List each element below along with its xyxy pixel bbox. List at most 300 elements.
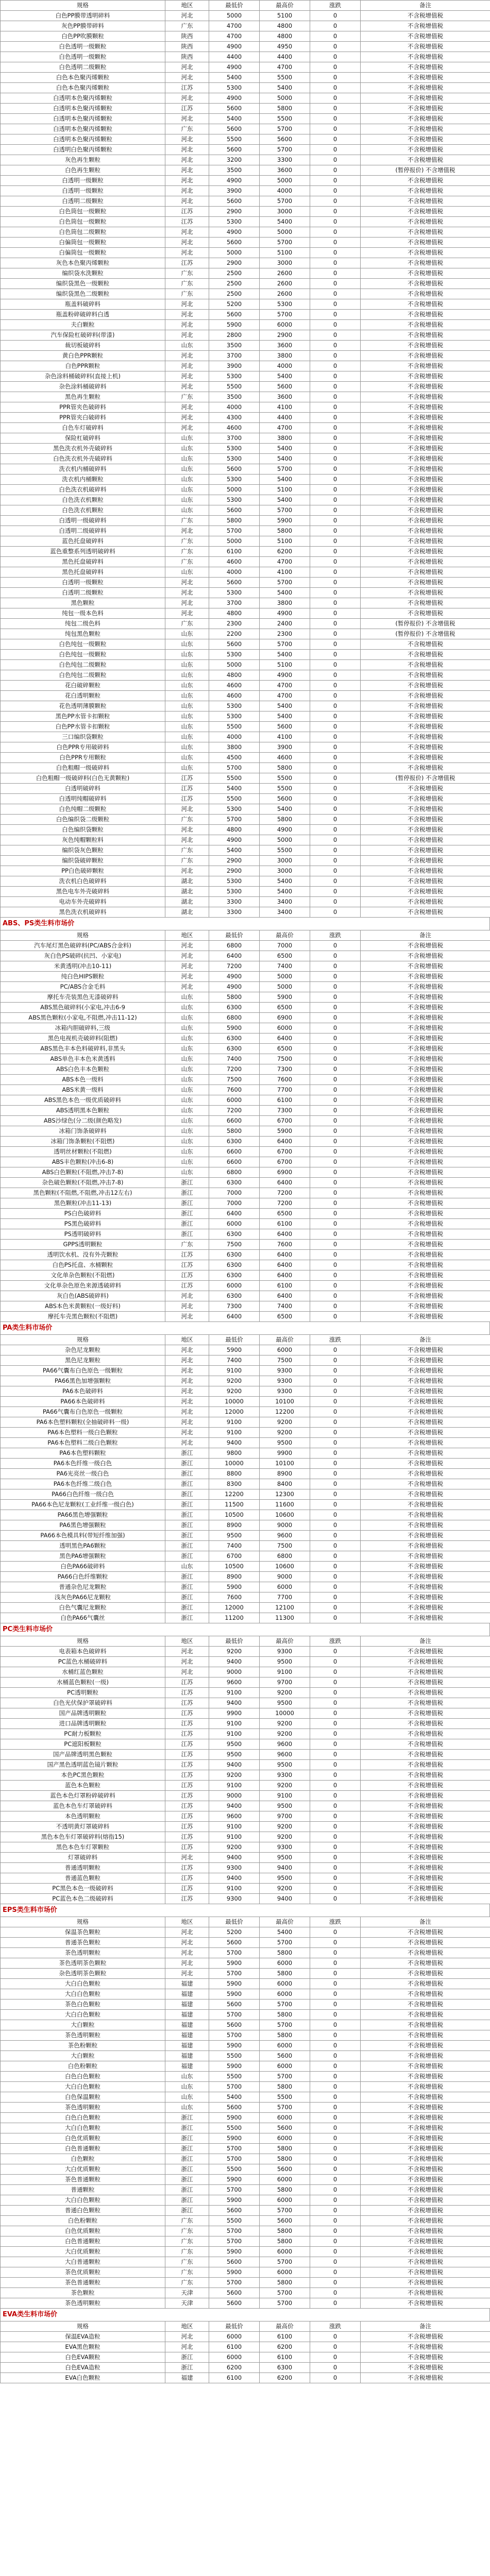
cell-note: 不含税增值税 bbox=[361, 433, 490, 444]
cell-note: 不含税增值税 bbox=[361, 1500, 490, 1510]
cell-note: 不含税增值税 bbox=[361, 310, 490, 320]
cell-change: 0 bbox=[310, 1301, 361, 1312]
cell-region: 河北 bbox=[165, 176, 209, 186]
cell-spec: 黑色颗粒(不阻燃,不阻燃,冲击12左右) bbox=[1, 1188, 165, 1198]
cell-low-price: 5900 bbox=[209, 2061, 260, 2072]
cell-high-price: 5600 bbox=[260, 2123, 310, 2133]
table-row bbox=[1, 1188, 490, 1198]
cell-high-price: 2600 bbox=[260, 289, 310, 299]
table-row bbox=[1, 1281, 490, 1291]
cell-note: 不含税增值税 bbox=[361, 1811, 490, 1822]
header-row bbox=[1, 1335, 490, 1345]
cell-high-price: 2400 bbox=[260, 619, 310, 629]
table-row bbox=[1, 1044, 490, 1054]
cell-region: 福建 bbox=[165, 1999, 209, 2010]
cell-high-price: 5800 bbox=[260, 2144, 310, 2154]
cell-low-price: 5700 bbox=[209, 815, 260, 825]
column-header-change: 涨跌 bbox=[310, 1917, 361, 1927]
cell-high-price: 6000 bbox=[260, 2195, 310, 2206]
table-row bbox=[1, 2154, 490, 2164]
cell-note: 不含税增值税 bbox=[361, 134, 490, 145]
cell-spec: 白色白色颗粒 bbox=[1, 2113, 165, 2123]
cell-low-price: 4900 bbox=[209, 972, 260, 982]
cell-change: 0 bbox=[310, 856, 361, 866]
cell-high-price: 5400 bbox=[260, 711, 310, 722]
cell-note: 不含税增值税 bbox=[361, 1708, 490, 1719]
cell-region: 浙江 bbox=[165, 2113, 209, 2123]
cell-note: 不含税增值税 bbox=[361, 2195, 490, 2206]
cell-change: 0 bbox=[310, 1054, 361, 1064]
cell-change: 0 bbox=[310, 1657, 361, 1667]
table-row bbox=[1, 186, 490, 196]
cell-region: 山东 bbox=[165, 1013, 209, 1023]
cell-high-price: 6400 bbox=[260, 1137, 310, 1147]
cell-change: 0 bbox=[310, 1386, 361, 1397]
cell-note: 不含税增值税 bbox=[361, 547, 490, 557]
cell-spec: ABS黑色破碎料(小家电,冲击6-9 bbox=[1, 1003, 165, 1013]
cell-note: 不含税增值税 bbox=[361, 238, 490, 248]
cell-spec: 白色普通颗粒 bbox=[1, 2236, 165, 2247]
cell-spec: 蓝色本色灯罩粉碎破碎料 bbox=[1, 1791, 165, 1801]
cell-change: 0 bbox=[310, 1708, 361, 1719]
cell-change: 0 bbox=[310, 2267, 361, 2278]
cell-spec: 白透明本色聚丙烯颗粒 bbox=[1, 104, 165, 114]
cell-region: 江苏 bbox=[165, 1863, 209, 1873]
cell-spec: PS透明破碎料 bbox=[1, 1229, 165, 1240]
cell-region: 浙江 bbox=[165, 1613, 209, 1623]
table-row bbox=[1, 505, 490, 516]
cell-note: 不含税增值税 bbox=[361, 1562, 490, 1572]
cell-spec: 透明丝材颗粒(不阻燃) bbox=[1, 1147, 165, 1157]
cell-change: 0 bbox=[310, 2363, 361, 2373]
cell-region: 广东 bbox=[165, 392, 209, 402]
table-row bbox=[1, 835, 490, 845]
table-row bbox=[1, 11, 490, 21]
cell-region: 河北 bbox=[165, 1417, 209, 1428]
table-row bbox=[1, 1064, 490, 1075]
cell-region: 湖北 bbox=[165, 876, 209, 887]
column-header-change: 涨跌 bbox=[310, 2321, 361, 2332]
header-row bbox=[1, 1, 490, 11]
cell-low-price: 9200 bbox=[209, 1376, 260, 1386]
cell-change: 0 bbox=[310, 186, 361, 196]
column-header-region: 地区 bbox=[165, 930, 209, 941]
section-title: PA类生料市场价 bbox=[0, 1322, 490, 1334]
cell-region: 江苏 bbox=[165, 1801, 209, 1811]
price-table bbox=[0, 1636, 490, 1904]
cell-high-price: 5700 bbox=[260, 124, 310, 134]
cell-note: 不含税增值税 bbox=[361, 1677, 490, 1688]
cell-high-price: 6300 bbox=[260, 2363, 310, 2373]
cell-note: 不含税增值税 bbox=[361, 1842, 490, 1853]
cell-high-price: 6500 bbox=[260, 1044, 310, 1054]
cell-change: 0 bbox=[310, 1209, 361, 1219]
cell-high-price: 6000 bbox=[260, 2133, 310, 2144]
cell-low-price: 6700 bbox=[209, 1551, 260, 1562]
cell-change: 0 bbox=[310, 835, 361, 845]
cell-region: 广东 bbox=[165, 815, 209, 825]
table-row bbox=[1, 722, 490, 732]
cell-note: 不含税增值税 bbox=[361, 1531, 490, 1541]
table-row bbox=[1, 289, 490, 299]
cell-region: 山东 bbox=[165, 485, 209, 495]
cell-spec: 大白优质颗粒 bbox=[1, 2247, 165, 2257]
cell-note: 不含税增值税 bbox=[361, 866, 490, 876]
cell-change: 0 bbox=[310, 907, 361, 918]
cell-change: 0 bbox=[310, 1469, 361, 1479]
table-row bbox=[1, 866, 490, 876]
cell-change: 0 bbox=[310, 1376, 361, 1386]
cell-low-price: 5000 bbox=[209, 660, 260, 670]
cell-high-price: 5800 bbox=[260, 526, 310, 536]
cell-region: 山东 bbox=[165, 753, 209, 763]
cell-spec: 花白透明颗粒 bbox=[1, 691, 165, 701]
cell-note: 不含税增值税 bbox=[361, 423, 490, 433]
cell-low-price: 9400 bbox=[209, 1657, 260, 1667]
table-row bbox=[1, 1969, 490, 1979]
cell-region: 山东 bbox=[165, 629, 209, 639]
table-row bbox=[1, 31, 490, 42]
cell-spec: PA66本色破碎料 bbox=[1, 1397, 165, 1407]
table-row bbox=[1, 1270, 490, 1281]
cell-high-price: 5700 bbox=[260, 2257, 310, 2267]
cell-change: 0 bbox=[310, 1770, 361, 1781]
cell-low-price: 5600 bbox=[209, 1938, 260, 1948]
cell-change: 0 bbox=[310, 1116, 361, 1126]
cell-note: 不含税增值税 bbox=[361, 1054, 490, 1064]
cell-change: 0 bbox=[310, 2373, 361, 2383]
cell-low-price: 5900 bbox=[209, 2113, 260, 2123]
table-row bbox=[1, 155, 490, 165]
table-row bbox=[1, 382, 490, 392]
cell-change: 0 bbox=[310, 1095, 361, 1106]
cell-note: 不含税增值税 bbox=[361, 784, 490, 794]
cell-change: 0 bbox=[310, 196, 361, 207]
table-row bbox=[1, 1438, 490, 1448]
cell-low-price: 5500 bbox=[209, 2216, 260, 2226]
cell-region: 广东 bbox=[165, 2267, 209, 2278]
table-row bbox=[1, 701, 490, 711]
cell-high-price: 5000 bbox=[260, 982, 310, 992]
cell-change: 0 bbox=[310, 1013, 361, 1023]
cell-note: 不含税增值税 bbox=[361, 1116, 490, 1126]
cell-change: 0 bbox=[310, 1979, 361, 1989]
table-header bbox=[1, 930, 490, 941]
cell-note: 不含税增值税 bbox=[361, 887, 490, 897]
cell-spec: 灰白色PS破碎(抗凹、小家电) bbox=[1, 951, 165, 961]
cell-high-price: 7500 bbox=[260, 1355, 310, 1366]
cell-change: 0 bbox=[310, 1270, 361, 1281]
cell-region: 江苏 bbox=[165, 1760, 209, 1770]
cell-low-price: 4400 bbox=[209, 52, 260, 62]
cell-region: 河北 bbox=[165, 361, 209, 371]
cell-low-price: 5700 bbox=[209, 2144, 260, 2154]
cell-region: 河北 bbox=[165, 1386, 209, 1397]
cell-spec: ABS透明黑本色颗粒 bbox=[1, 1106, 165, 1116]
cell-spec: 普通透明颗粒 bbox=[1, 1863, 165, 1873]
table-row bbox=[1, 1667, 490, 1677]
cell-high-price: 7400 bbox=[260, 961, 310, 972]
table-row bbox=[1, 982, 490, 992]
cell-change: 0 bbox=[310, 341, 361, 351]
cell-low-price: 5000 bbox=[209, 11, 260, 21]
cell-region: 江苏 bbox=[165, 1260, 209, 1270]
table-row bbox=[1, 1811, 490, 1822]
cell-change: 0 bbox=[310, 2216, 361, 2226]
cell-region: 山东 bbox=[165, 1054, 209, 1064]
cell-high-price: 4800 bbox=[260, 31, 310, 42]
cell-low-price: 4900 bbox=[209, 176, 260, 186]
column-header-note: 备注 bbox=[361, 2321, 490, 2332]
cell-note: 不含税增值税 bbox=[361, 1188, 490, 1198]
cell-region: 山东 bbox=[165, 2072, 209, 2082]
cell-region: 河北 bbox=[165, 1948, 209, 1958]
cell-low-price: 9100 bbox=[209, 1822, 260, 1832]
cell-region: 河北 bbox=[165, 1407, 209, 1417]
table-row bbox=[1, 351, 490, 361]
table-row bbox=[1, 444, 490, 454]
cell-high-price: 5500 bbox=[260, 773, 310, 784]
cell-note: 不含税增值税 bbox=[361, 505, 490, 516]
cell-high-price: 4400 bbox=[260, 413, 310, 423]
cell-note: 不含税增值税 bbox=[361, 1345, 490, 1355]
cell-spec: 纯包一级本色料 bbox=[1, 608, 165, 619]
table-header bbox=[1, 1917, 490, 1927]
cell-low-price: 9100 bbox=[209, 1428, 260, 1438]
cell-spec: 白透明二级颗粒 bbox=[1, 196, 165, 207]
cell-region: 河北 bbox=[165, 1647, 209, 1657]
cell-spec: 白透明一级破碎料 bbox=[1, 516, 165, 526]
cell-region: 河北 bbox=[165, 73, 209, 83]
cell-note: 不含税增值税 bbox=[361, 1428, 490, 1438]
cell-low-price: 10500 bbox=[209, 1510, 260, 1520]
cell-high-price: 9000 bbox=[260, 1520, 310, 1531]
cell-note: 不含税增值税 bbox=[361, 1033, 490, 1044]
table-row bbox=[1, 1677, 490, 1688]
cell-change: 0 bbox=[310, 2288, 361, 2298]
cell-note: 不含税增值税 bbox=[361, 2133, 490, 2144]
cell-spec: 编织袋破碎颗粒 bbox=[1, 856, 165, 866]
cell-high-price: 6000 bbox=[260, 2267, 310, 2278]
cell-change: 0 bbox=[310, 1791, 361, 1801]
cell-change: 0 bbox=[310, 1938, 361, 1948]
cell-high-price: 4700 bbox=[260, 557, 310, 567]
cell-spec: PPR管夹色破碎料 bbox=[1, 402, 165, 413]
cell-low-price: 6600 bbox=[209, 1157, 260, 1167]
cell-region: 湖北 bbox=[165, 907, 209, 918]
cell-spec: 白透明二级破碎料 bbox=[1, 526, 165, 536]
cell-change: 0 bbox=[310, 1863, 361, 1873]
cell-high-price: 6400 bbox=[260, 1033, 310, 1044]
cell-low-price: 5300 bbox=[209, 217, 260, 227]
cell-spec: 文化单杂色原色来源透破碎料 bbox=[1, 1281, 165, 1291]
cell-high-price: 9200 bbox=[260, 1832, 310, 1842]
cell-change: 0 bbox=[310, 1229, 361, 1240]
cell-note: 不含税增值税 bbox=[361, 681, 490, 691]
cell-spec: 花白破碎颗粒 bbox=[1, 681, 165, 691]
cell-change: 0 bbox=[310, 2164, 361, 2175]
cell-low-price: 11500 bbox=[209, 1500, 260, 1510]
cell-region: 河北 bbox=[165, 588, 209, 598]
table-row bbox=[1, 1469, 490, 1479]
cell-change: 0 bbox=[310, 93, 361, 104]
column-header-high: 最高价 bbox=[260, 1636, 310, 1647]
cell-high-price: 9100 bbox=[260, 1667, 310, 1677]
cell-high-price: 5900 bbox=[260, 992, 310, 1003]
cell-low-price: 5600 bbox=[209, 2257, 260, 2267]
cell-high-price: 5800 bbox=[260, 1969, 310, 1979]
cell-change: 0 bbox=[310, 423, 361, 433]
cell-high-price: 5900 bbox=[260, 1126, 310, 1137]
cell-spec: 黑色电车外壳破碎料 bbox=[1, 887, 165, 897]
table-row bbox=[1, 217, 490, 227]
table-row bbox=[1, 536, 490, 547]
cell-low-price: 4700 bbox=[209, 21, 260, 31]
cell-change: 0 bbox=[310, 1366, 361, 1376]
cell-note: 不含税增值税 bbox=[361, 639, 490, 650]
cell-change: 0 bbox=[310, 1167, 361, 1178]
cell-high-price: 6000 bbox=[260, 2175, 310, 2185]
table-header bbox=[1, 1636, 490, 1647]
cell-high-price: 6200 bbox=[260, 547, 310, 557]
cell-low-price: 6300 bbox=[209, 1178, 260, 1188]
cell-spec: 灰色再生颗粒 bbox=[1, 155, 165, 165]
cell-change: 0 bbox=[310, 1688, 361, 1698]
cell-low-price: 5400 bbox=[209, 73, 260, 83]
cell-change: 0 bbox=[310, 2195, 361, 2206]
cell-low-price: 8300 bbox=[209, 1479, 260, 1489]
cell-note: 不含税增值税 bbox=[361, 1927, 490, 1938]
cell-note: 不含税增值税 bbox=[361, 1719, 490, 1729]
cell-region: 河北 bbox=[165, 413, 209, 423]
table-row bbox=[1, 2164, 490, 2175]
cell-region: 河北 bbox=[165, 1345, 209, 1355]
cell-high-price: 5100 bbox=[260, 536, 310, 547]
cell-change: 0 bbox=[310, 961, 361, 972]
cell-region: 福建 bbox=[165, 2020, 209, 2030]
cell-high-price: 2900 bbox=[260, 330, 310, 341]
cell-region: 浙江 bbox=[165, 1459, 209, 1469]
table-row bbox=[1, 1126, 490, 1137]
cell-region: 天津 bbox=[165, 2298, 209, 2309]
cell-low-price: 5300 bbox=[209, 474, 260, 485]
cell-spec: GPPS透明颗粒 bbox=[1, 1240, 165, 1250]
cell-note: 不含税增值税 bbox=[361, 1407, 490, 1417]
table-row bbox=[1, 413, 490, 423]
cell-change: 0 bbox=[310, 176, 361, 186]
table-row bbox=[1, 2123, 490, 2133]
cell-high-price: 5700 bbox=[260, 2206, 310, 2216]
cell-spec: 茶色透明颗粒 bbox=[1, 1948, 165, 1958]
cell-change: 0 bbox=[310, 134, 361, 145]
cell-low-price: 6100 bbox=[209, 2342, 260, 2352]
cell-low-price: 4800 bbox=[209, 825, 260, 835]
cell-low-price: 9100 bbox=[209, 1884, 260, 1894]
cell-note: 不含税增值税 bbox=[361, 2061, 490, 2072]
cell-spec: ABS米黄一级料 bbox=[1, 1085, 165, 1095]
cell-note: 不含税增值税 bbox=[361, 1260, 490, 1270]
cell-region: 山东 bbox=[165, 1023, 209, 1033]
cell-change: 0 bbox=[310, 1428, 361, 1438]
cell-note: (暂停报价) 不含增值税 bbox=[361, 629, 490, 639]
cell-note: 不含税增值税 bbox=[361, 1510, 490, 1520]
table-row bbox=[1, 207, 490, 217]
cell-high-price: 5400 bbox=[260, 876, 310, 887]
cell-high-price: 8900 bbox=[260, 1469, 310, 1479]
cell-change: 0 bbox=[310, 773, 361, 784]
table-row bbox=[1, 248, 490, 258]
cell-high-price: 5800 bbox=[260, 763, 310, 773]
table-row bbox=[1, 2373, 490, 2383]
table-row bbox=[1, 1657, 490, 1667]
cell-high-price: 3000 bbox=[260, 207, 310, 217]
cell-high-price: 5000 bbox=[260, 835, 310, 845]
table-row bbox=[1, 1873, 490, 1884]
cell-spec: 白色洗衣机颗粒 bbox=[1, 505, 165, 516]
cell-change: 0 bbox=[310, 268, 361, 279]
cell-region: 河北 bbox=[165, 238, 209, 248]
cell-change: 0 bbox=[310, 238, 361, 248]
cell-low-price: 7200 bbox=[209, 961, 260, 972]
cell-high-price: 4100 bbox=[260, 402, 310, 413]
cell-change: 0 bbox=[310, 897, 361, 907]
cell-low-price: 9100 bbox=[209, 1366, 260, 1376]
cell-high-price: 9500 bbox=[260, 1698, 310, 1708]
cell-high-price: 5800 bbox=[260, 2236, 310, 2247]
cell-low-price: 2200 bbox=[209, 629, 260, 639]
cell-note: 不含税增值税 bbox=[361, 2236, 490, 2247]
cell-change: 0 bbox=[310, 42, 361, 52]
cell-low-price: 8900 bbox=[209, 1520, 260, 1531]
cell-high-price: 3800 bbox=[260, 598, 310, 608]
cell-region: 山东 bbox=[165, 711, 209, 722]
cell-note: 不含税增值税 bbox=[361, 794, 490, 804]
table-body bbox=[1, 1345, 490, 1623]
cell-spec: 白透明本色聚丙烯颗粒 bbox=[1, 124, 165, 134]
cell-note: 不含税增值税 bbox=[361, 1157, 490, 1167]
cell-spec: 白色透明二级颗粒 bbox=[1, 62, 165, 73]
cell-region: 河北 bbox=[165, 1291, 209, 1301]
cell-spec: 浅灰色PA66尼龙颗粒 bbox=[1, 1592, 165, 1603]
cell-note: 不含税增值税 bbox=[361, 464, 490, 474]
cell-note: 不含税增值税 bbox=[361, 1147, 490, 1157]
table-row bbox=[1, 2082, 490, 2092]
cell-region: 天津 bbox=[165, 2288, 209, 2298]
cell-region: 江苏 bbox=[165, 83, 209, 93]
cell-high-price: 5700 bbox=[260, 145, 310, 155]
cell-note: 不含税增值税 bbox=[361, 670, 490, 681]
cell-spec: PC遮阳板颗粒 bbox=[1, 1739, 165, 1750]
column-header-note: 备注 bbox=[361, 1917, 490, 1927]
cell-low-price: 5300 bbox=[209, 83, 260, 93]
cell-region: 河北 bbox=[165, 248, 209, 258]
section-title: ABS、PS类生料市场价 bbox=[0, 918, 490, 930]
cell-change: 0 bbox=[310, 1417, 361, 1428]
cell-region: 福建 bbox=[165, 1979, 209, 1989]
cell-region: 湖北 bbox=[165, 887, 209, 897]
cell-note: 不含税增值税 bbox=[361, 2020, 490, 2030]
cell-region: 山东 bbox=[165, 1075, 209, 1085]
cell-low-price: 9400 bbox=[209, 1760, 260, 1770]
cell-low-price: 3700 bbox=[209, 598, 260, 608]
cell-spec: 茶色透明颗粒 bbox=[1, 2103, 165, 2113]
table-body bbox=[1, 1927, 490, 2309]
cell-note: 不含税增值税 bbox=[361, 1760, 490, 1770]
cell-high-price: 6000 bbox=[260, 1979, 310, 1989]
cell-note: 不含税增值税 bbox=[361, 1198, 490, 1209]
cell-region: 广东 bbox=[165, 2236, 209, 2247]
cell-spec: 大白优质颗粒 bbox=[1, 2164, 165, 2175]
